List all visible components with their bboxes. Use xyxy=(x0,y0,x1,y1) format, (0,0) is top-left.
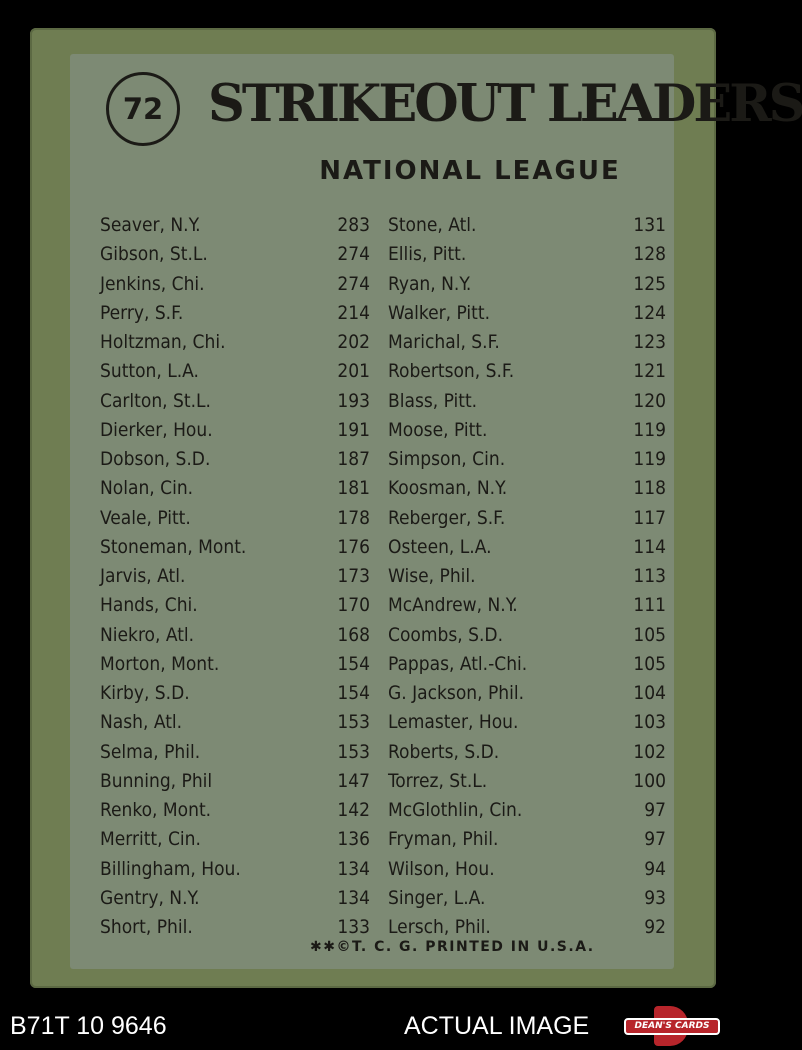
player-name: Roberts, S.D. xyxy=(388,740,500,763)
strikeout-count: 97 xyxy=(644,799,666,821)
player-name: Koosman, N.Y. xyxy=(388,477,508,500)
leader-row xyxy=(100,534,370,563)
player-name: Fryman, Phil. xyxy=(388,828,499,851)
player-name: Hands, Chi. xyxy=(100,594,198,617)
leader-row xyxy=(388,446,666,475)
strikeout-count: 117 xyxy=(633,506,666,529)
card-inner-panel xyxy=(70,54,802,969)
leader-row xyxy=(388,212,666,241)
player-name: Veale, Pitt. xyxy=(100,506,191,529)
player-name: Pappas, Atl.-Chi. xyxy=(388,652,528,675)
strikeout-count: 113 xyxy=(633,565,666,587)
strikeout-count: 134 xyxy=(337,886,370,909)
leader-row xyxy=(100,651,370,680)
player-name: Torrez, St.L. xyxy=(388,769,488,792)
strikeout-count: 201 xyxy=(337,360,370,383)
player-name: Moose, Pitt. xyxy=(388,418,488,441)
leader-row xyxy=(388,417,666,446)
player-name: Walker, Pitt. xyxy=(388,301,490,324)
strikeout-count: 131 xyxy=(633,214,666,236)
card-subtitle: NATIONAL LEAGUE xyxy=(319,156,621,186)
leader-row xyxy=(100,300,370,329)
leader-row xyxy=(388,271,666,300)
player-name: Osteen, L.A. xyxy=(388,535,492,558)
baseball-card-back xyxy=(30,28,802,988)
strikeout-count: 92 xyxy=(644,916,666,938)
leader-row xyxy=(100,388,370,417)
deans-cards-logo xyxy=(624,1006,720,1046)
player-name: Niekro, Atl. xyxy=(100,623,195,646)
strikeout-count: 119 xyxy=(633,448,666,470)
player-name: Kirby, S.D. xyxy=(100,682,190,704)
player-name: Jenkins, Chi. xyxy=(100,272,205,295)
strikeout-count: 142 xyxy=(337,799,370,821)
leader-row xyxy=(388,475,666,504)
player-name: Lemaster, Hou. xyxy=(388,711,519,734)
leader-row xyxy=(100,856,370,885)
player-name: Lersch, Phil. xyxy=(388,916,491,938)
strikeout-count: 124 xyxy=(633,301,666,324)
player-name: Short, Phil. xyxy=(100,916,193,938)
player-name: Bunning, Phil xyxy=(100,769,213,792)
strikeout-count: 114 xyxy=(633,535,666,558)
player-name: Renko, Mont. xyxy=(100,799,212,821)
strikeout-count: 274 xyxy=(337,272,370,295)
right-leaders-list xyxy=(388,212,666,943)
strikeout-count: 125 xyxy=(633,272,666,295)
leader-row xyxy=(100,329,370,358)
player-name: G. Jackson, Phil. xyxy=(388,682,525,704)
player-name: Ellis, Pitt. xyxy=(388,243,467,266)
strikeout-count: 178 xyxy=(337,506,370,529)
strikeout-count: 153 xyxy=(337,711,370,734)
leader-row xyxy=(100,709,370,738)
leader-row xyxy=(100,885,370,914)
strikeout-count: 170 xyxy=(337,594,370,617)
leader-row xyxy=(100,358,370,387)
strikeout-count: 105 xyxy=(633,652,666,675)
player-name: Billingham, Hou. xyxy=(100,857,241,880)
leader-row xyxy=(388,651,666,680)
player-name: Robertson, S.F. xyxy=(388,360,515,383)
leader-row xyxy=(388,622,666,651)
strikeout-count: 136 xyxy=(337,828,370,851)
leader-row xyxy=(388,739,666,768)
player-name: Carlton, St.L. xyxy=(100,389,211,412)
player-name: Coombs, S.D. xyxy=(388,623,503,646)
player-name: Merritt, Cin. xyxy=(100,828,201,851)
inventory-code: B71T 10 9646 xyxy=(10,1012,167,1040)
leader-row xyxy=(388,592,666,621)
player-name: Wise, Phil. xyxy=(388,565,476,587)
player-name: Dobson, S.D. xyxy=(100,448,211,470)
strikeout-count: 154 xyxy=(337,652,370,675)
leader-row xyxy=(100,241,370,270)
copyright-footer: ✱✱©T. C. G. PRINTED IN U.S.A. xyxy=(310,939,595,955)
leader-row xyxy=(100,417,370,446)
leader-row xyxy=(100,446,370,475)
player-name: Dierker, Hou. xyxy=(100,418,213,441)
leader-row xyxy=(388,826,666,855)
strikeout-count: 97 xyxy=(644,828,666,851)
leader-row xyxy=(388,885,666,914)
strikeout-count: 191 xyxy=(337,418,370,441)
logo-banner: DEAN'S CARDS xyxy=(624,1018,720,1035)
player-name: Perry, S.F. xyxy=(100,301,184,324)
leader-row xyxy=(388,388,666,417)
leader-row xyxy=(100,797,370,826)
strikeout-count: 94 xyxy=(644,857,666,880)
leader-row xyxy=(100,622,370,651)
strikeout-count: 181 xyxy=(337,477,370,500)
leader-row xyxy=(388,856,666,885)
card-number-badge: 72 xyxy=(106,72,180,146)
player-name: Stone, Atl. xyxy=(388,214,477,236)
player-name: Sutton, L.A. xyxy=(100,360,199,383)
strikeout-count: 118 xyxy=(633,477,666,500)
strikeout-count: 214 xyxy=(337,301,370,324)
leader-row xyxy=(100,505,370,534)
player-name: Blass, Pitt. xyxy=(388,389,478,412)
leader-row xyxy=(100,739,370,768)
leader-row xyxy=(100,271,370,300)
player-name: Nash, Atl. xyxy=(100,711,183,734)
strikeout-count: 168 xyxy=(337,623,370,646)
strikeout-count: 283 xyxy=(337,214,370,236)
player-name: Jarvis, Atl. xyxy=(100,565,186,587)
player-name: Reberger, S.F. xyxy=(388,506,506,529)
leader-row xyxy=(100,212,370,241)
strikeout-count: 274 xyxy=(337,243,370,266)
player-name: Wilson, Hou. xyxy=(388,857,495,880)
player-name: Ryan, N.Y. xyxy=(388,272,472,295)
left-leaders-list xyxy=(100,212,370,943)
leader-row xyxy=(388,300,666,329)
leader-row xyxy=(388,768,666,797)
strikeout-count: 111 xyxy=(633,594,666,617)
strikeout-count: 147 xyxy=(337,769,370,792)
player-name: Holtzman, Chi. xyxy=(100,331,226,353)
player-name: Stoneman, Mont. xyxy=(100,535,247,558)
leader-row xyxy=(388,563,666,592)
strikeout-count: 104 xyxy=(633,682,666,704)
leader-row xyxy=(388,534,666,563)
strikeout-count: 173 xyxy=(337,565,370,587)
leader-row xyxy=(100,768,370,797)
strikeout-count: 133 xyxy=(337,916,370,938)
strikeout-count: 102 xyxy=(633,740,666,763)
strikeout-count: 93 xyxy=(644,886,666,909)
player-name: Gentry, N.Y. xyxy=(100,886,200,909)
strikeout-count: 193 xyxy=(337,389,370,412)
leader-row xyxy=(388,797,666,826)
player-name: Gibson, St.L. xyxy=(100,243,208,266)
strikeout-count: 176 xyxy=(337,535,370,558)
leader-row xyxy=(388,358,666,387)
player-name: Seaver, N.Y. xyxy=(100,214,201,236)
strikeout-count: 153 xyxy=(337,740,370,763)
player-name: Singer, L.A. xyxy=(388,886,486,909)
leader-row xyxy=(388,709,666,738)
leader-row xyxy=(100,475,370,504)
leader-row xyxy=(100,680,370,709)
strikeout-count: 202 xyxy=(337,331,370,353)
leader-row xyxy=(388,680,666,709)
strikeout-count: 128 xyxy=(633,243,666,266)
leader-row xyxy=(388,329,666,358)
leader-row xyxy=(388,241,666,270)
leader-row xyxy=(100,826,370,855)
leader-row xyxy=(388,505,666,534)
strikeout-count: 119 xyxy=(633,418,666,441)
player-name: Nolan, Cin. xyxy=(100,477,194,500)
player-name: Marichal, S.F. xyxy=(388,331,500,353)
strikeout-count: 103 xyxy=(633,711,666,734)
strikeout-count: 123 xyxy=(633,331,666,353)
leader-row xyxy=(100,592,370,621)
player-name: McAndrew, N.Y. xyxy=(388,594,518,617)
player-name: McGlothlin, Cin. xyxy=(388,799,523,821)
player-name: Selma, Phil. xyxy=(100,740,201,763)
player-name: Simpson, Cin. xyxy=(388,448,506,470)
actual-image-caption: ACTUAL IMAGE xyxy=(404,1012,590,1040)
player-name: Morton, Mont. xyxy=(100,652,220,675)
card-title: STRIKEOUT LEADERS xyxy=(208,74,802,134)
strikeout-count: 121 xyxy=(633,360,666,383)
strikeout-count: 154 xyxy=(337,682,370,704)
strikeout-count: 134 xyxy=(337,857,370,880)
leader-row xyxy=(100,563,370,592)
strikeout-count: 187 xyxy=(337,448,370,470)
strikeout-count: 100 xyxy=(633,769,666,792)
strikeout-count: 105 xyxy=(633,623,666,646)
strikeout-count: 120 xyxy=(633,389,666,412)
